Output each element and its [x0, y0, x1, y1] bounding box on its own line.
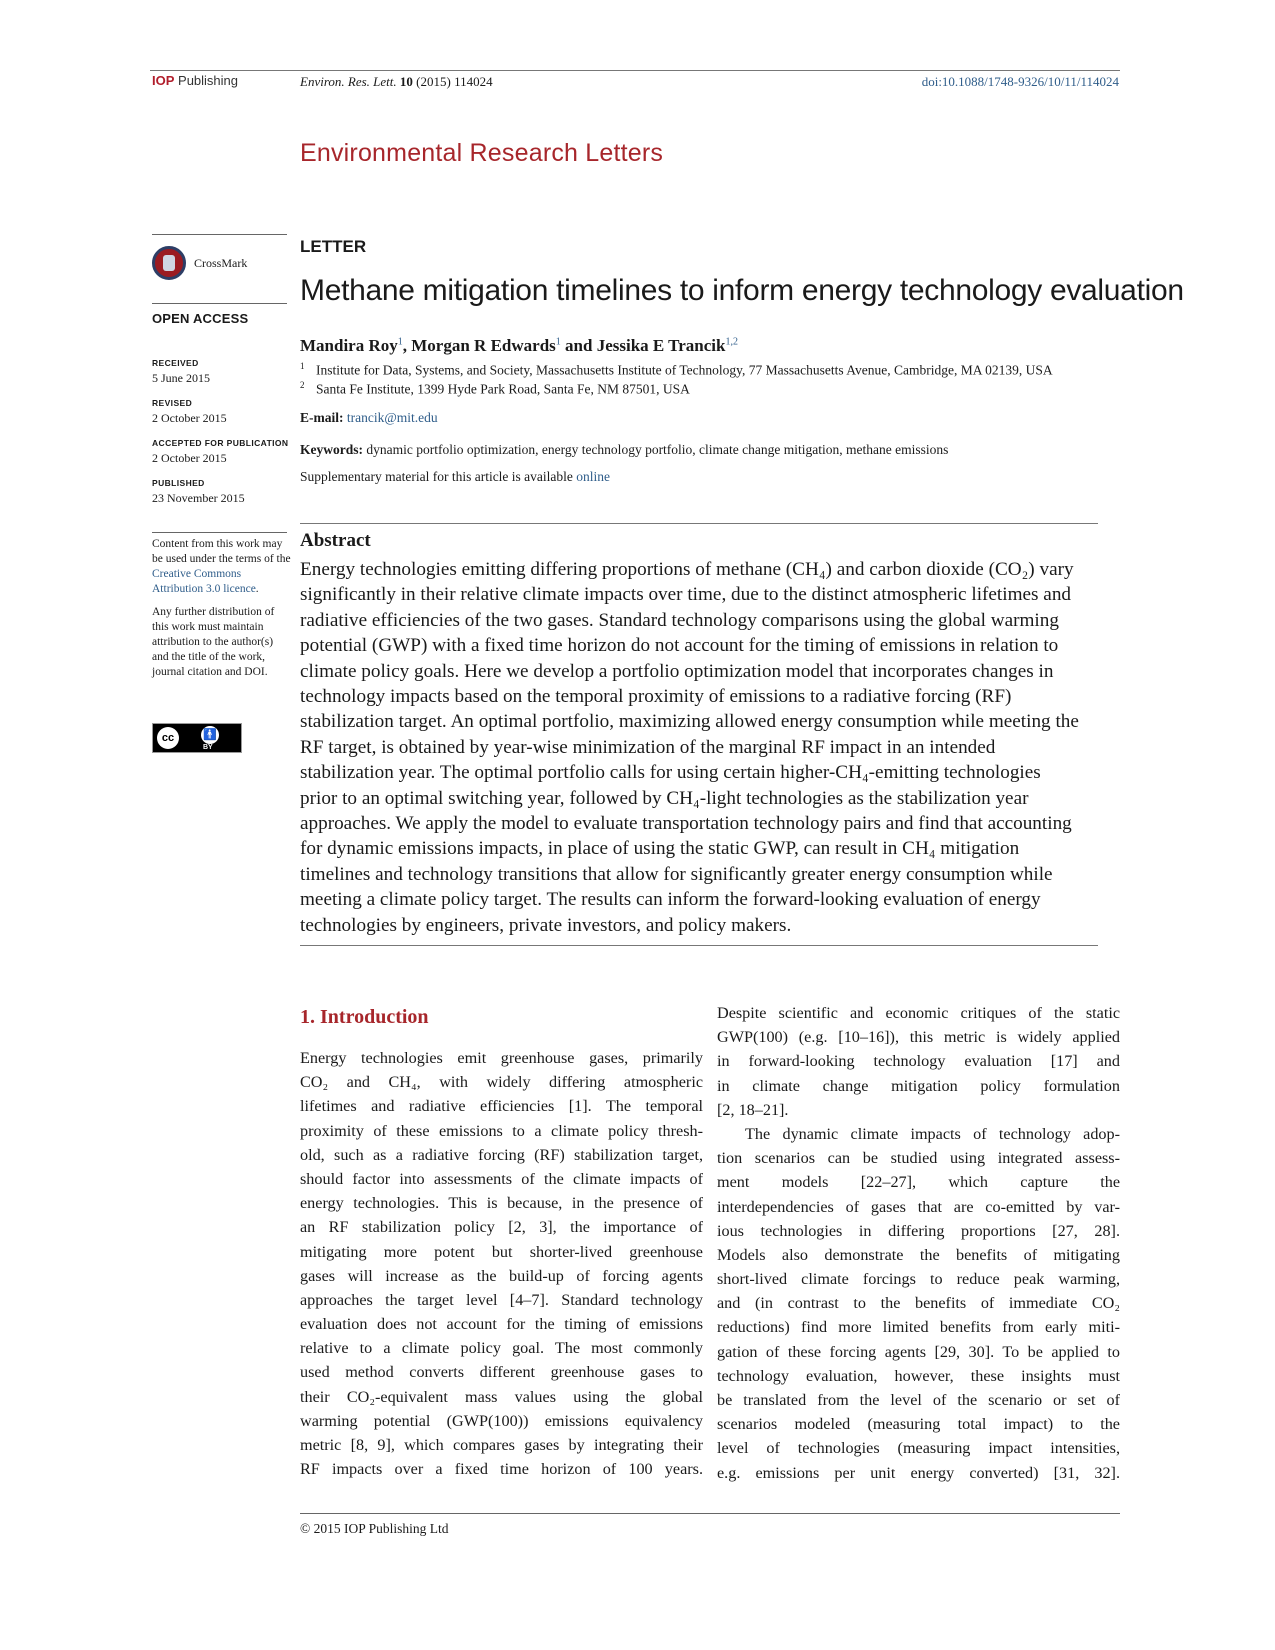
- article-type: LETTER: [300, 237, 367, 256]
- intro-line: level of technologies (measuring impact intensities,: [717, 1439, 1120, 1458]
- author-name: Jessika E Trancik: [596, 336, 726, 355]
- license-post: .: [255, 583, 259, 595]
- abstract-line: meeting a climate policy target. The results can inform the forward-looking evaluation of energy: [300, 889, 1041, 911]
- affiliation-1: [300, 361, 1053, 379]
- sidebar-rule-top: [152, 234, 287, 235]
- sidebar-rule-oa: [152, 303, 287, 304]
- affiliation-text: Santa Fe Institute, 1399 Hyde Park Road, Santa Fe, NM 87501, USA: [316, 381, 690, 397]
- abstract-line: stabilization year. The optimal portfolio calls for using certain higher-CH₄-emitting technologies: [300, 762, 1041, 784]
- sidebar-rule-license: [152, 532, 287, 533]
- affiliation-text: Institute for Data, Systems, and Society, Massachusetts Institute of Technology, 77 Massachusetts Avenue, Cambridge, MA 02139, USA: [316, 362, 1053, 378]
- email-link[interactable]: trancik@mit.edu: [346, 410, 438, 425]
- header-rule: [150, 70, 1120, 71]
- abstract-line: radiative efficiencies of the two gases. Standard technology comparisons using the global warming: [300, 609, 1059, 631]
- intro-line: relative to a climate policy goal. The most commonly: [300, 1339, 703, 1358]
- intro-line: old, such as a radiative forcing (RF) stabilization target,: [300, 1145, 703, 1164]
- journal-year-article: (2015) 114024: [416, 74, 493, 89]
- abstract-line: Energy technologies emitting differing proportions of methane (CH₄) and carbon dioxide (CO₂) vary: [300, 559, 1074, 580]
- accepted-label: ACCEPTED FOR PUBLICATION: [152, 438, 289, 448]
- intro-line: short-lived climate forcings to reduce peak warming,: [717, 1270, 1120, 1289]
- author-affiliation-ref[interactable]: 1,2: [725, 336, 738, 348]
- crossmark-label: CrossMark: [194, 256, 248, 270]
- intro-line: used method converts different greenhouse gases to: [300, 1363, 703, 1382]
- intro-line: Despite scientific and economic critiques of the static: [717, 1004, 1120, 1022]
- intro-line: CO₂ and CH₄, with widely differing atmospheric: [300, 1073, 703, 1092]
- intro-line: should factor into assessments of the climate impacts of: [300, 1169, 703, 1188]
- intro-line: lifetimes and radiative efficiencies [1]. The temporal: [300, 1097, 703, 1116]
- received-date: 5 June 2015: [152, 371, 210, 385]
- cc-icon: cc: [157, 727, 179, 749]
- abstract-line: technology impacts based on the temporal proximity of emissions to a radiative forcing (RF): [300, 686, 1012, 708]
- abstract-rule-top: [300, 523, 1098, 524]
- license-pre: Content from this work may be used under the terms of the: [152, 538, 291, 565]
- intro-right-column: [717, 1001, 1120, 1485]
- corresponding-email: [300, 410, 438, 426]
- abstract-line: approaches. We apply the model to evaluate transportation technology pairs and find that accounting: [300, 813, 1072, 835]
- intro-left-column: [300, 1046, 703, 1481]
- intro-line: RF impacts over a fixed time horizon of 100 years.: [300, 1460, 703, 1479]
- abstract-line: stabilization target. An optimal portfolio, maximizing allowed energy consumption while meeting the: [300, 711, 1079, 733]
- intro-line: tion scenarios can be studied using integrated assess-: [717, 1149, 1120, 1168]
- publisher-logo-rest: Publishing: [174, 73, 239, 88]
- revised-label: REVISED: [152, 398, 193, 408]
- intro-line: energy technologies. This is because, in the presence of: [300, 1194, 703, 1213]
- author-name: Morgan R Edwards: [411, 336, 556, 355]
- published-date: 23 November 2015: [152, 491, 245, 505]
- intro-line: interdependencies of gases that are co-emitted by var-: [717, 1197, 1120, 1216]
- affiliation-number: 1: [300, 361, 305, 371]
- intro-line: their CO₂-equivalent mass values using the global: [300, 1387, 703, 1406]
- affiliation-number: 2: [300, 380, 305, 390]
- intro-line: gation of these forcing agents [29, 30]. To be applied to: [717, 1342, 1120, 1361]
- abstract-heading: Abstract: [300, 530, 371, 551]
- abstract-line: for dynamic emissions impacts, in place of using the static GWP, can result in CH₄ mitigation: [300, 838, 1020, 860]
- intro-line: [2, 18–21].: [717, 1100, 789, 1119]
- supplementary-text: Supplementary material for this article is available: [300, 469, 577, 484]
- affiliation-2: [300, 380, 690, 398]
- published-label: PUBLISHED: [152, 478, 205, 488]
- copyright-footer: © 2015 IOP Publishing Ltd: [300, 1521, 449, 1536]
- introduction-heading: 1. Introduction: [300, 1006, 429, 1028]
- license-text: [152, 537, 292, 688]
- intro-line: reductions) find more limited benefits from early miti-: [717, 1318, 1120, 1337]
- intro-line: GWP(100) (e.g. [10–16]), this metric is widely applied: [717, 1028, 1120, 1047]
- by-label: BY: [203, 744, 213, 751]
- abstract-line: potential (GWP) with a fixed time horizon do not account for the timing of emissions in relation to: [300, 635, 1059, 657]
- intro-line: proximity of these emissions to a climate policy thresh-: [300, 1121, 703, 1140]
- journal-name: Environmental Research Letters: [300, 139, 664, 167]
- supplementary-link[interactable]: online: [576, 469, 611, 484]
- intro-line: e.g. emissions per unit energy converted) [31, 32].: [717, 1463, 1120, 1482]
- abstract-rule-bottom: [300, 945, 1098, 946]
- email-label: E-mail:: [300, 410, 344, 425]
- abstract-line: significantly in their relative climate impacts over time, due to the distinct atmospheric lifetimes and: [300, 584, 1072, 606]
- intro-line: mitigating more potent but shorter-lived greenhouse: [300, 1242, 703, 1261]
- journal-citation: [300, 74, 493, 90]
- attribution-icon: 🚹: [201, 726, 219, 744]
- open-access-label: OPEN ACCESS: [152, 311, 249, 326]
- journal-volume: 10: [399, 74, 413, 89]
- intro-line: and (in contrast to the benefits of immediate CO₂: [717, 1294, 1120, 1313]
- intro-line: ment models [22–27], which capture the: [717, 1173, 1120, 1192]
- abstract-line: RF target, is obtained by year-wise minimization of the marginal RF impact in an intended: [300, 736, 996, 758]
- author-name: Mandira Roy: [300, 336, 398, 355]
- abstract-line: technologies by engineers, private investors, and policy makers.: [300, 914, 792, 936]
- cc-by-badge[interactable]: [152, 723, 242, 753]
- keywords-label: Keywords:: [300, 442, 363, 457]
- intro-line: gases will increase as the build-up of forcing agents: [300, 1266, 703, 1285]
- intro-line: an RF stabilization policy [2, 3], the importance of: [300, 1218, 703, 1237]
- intro-line: Energy technologies emit greenhouse gases, primarily: [300, 1049, 703, 1067]
- abstract-body: [300, 557, 1120, 938]
- received-label: RECEIVED: [152, 358, 199, 368]
- intro-line: Models also demonstrate the benefits of mitigating: [717, 1245, 1120, 1264]
- author-list: Mandira Roy$^1$, Morgan R Edwards$^1$ and Jessika E Trancik$^{1,2}$: [300, 336, 738, 355]
- abstract-line: timelines and technology transitions that allow for significantly greater energy consumption while: [300, 863, 1053, 885]
- revised-date: 2 October 2015: [152, 411, 227, 425]
- publisher-logo[interactable]: [152, 73, 238, 88]
- abstract-line: climate policy goals. Here we develop a portfolio optimization model that incorporates changes in: [300, 660, 1054, 682]
- accepted-date: 2 October 2015: [152, 451, 227, 465]
- supplementary-note: [300, 469, 610, 485]
- intro-line: scenarios modeled (measuring total impact) to the: [717, 1415, 1120, 1434]
- license-link[interactable]: Creative Commons Attribution 3.0 licence: [152, 568, 256, 595]
- publisher-logo-bold: IOP: [152, 73, 175, 88]
- intro-line: in forward-looking technology evaluation [17] and: [717, 1052, 1120, 1071]
- author-affiliation-ref[interactable]: 1: [555, 336, 561, 348]
- intro-line: The dynamic climate impacts of technology adop-: [745, 1124, 1120, 1143]
- license-note: Any further distribution of this work must maintain attribution to the author(s) and the title of the work, journal citation and DOI.: [152, 606, 275, 678]
- intro-line: warming potential (GWP(100)) emissions equivalency: [300, 1411, 703, 1430]
- article-title: Methane mitigation timelines to inform energy technology evaluation: [300, 274, 1184, 307]
- intro-line: in climate change mitigation policy formulation: [717, 1076, 1120, 1095]
- keywords-text: dynamic portfolio optimization, energy technology portfolio, climate change mitigation, methane emissions: [366, 442, 949, 457]
- journal-abbrev: Environ. Res. Lett.: [300, 74, 397, 89]
- footer-rule: [300, 1513, 1120, 1514]
- intro-line: ious technologies in differing proportions [27, 28].: [717, 1221, 1120, 1240]
- intro-line: technology evaluation, however, these insights must: [717, 1366, 1120, 1385]
- keywords: [300, 442, 948, 458]
- intro-line: evaluation does not account for the timing of emissions: [300, 1315, 703, 1334]
- intro-line: be translated from the level of the scenario or set of: [717, 1391, 1120, 1409]
- abstract-line: prior to an optimal switching year, followed by CH₄-light technologies as the stabilization year: [300, 787, 1029, 809]
- doi-link[interactable]: doi:10.1088/1748-9326/10/11/114024: [921, 74, 1119, 89]
- author-affiliation-ref[interactable]: 1: [397, 336, 403, 348]
- crossmark-icon: [152, 246, 186, 280]
- intro-line: metric [8, 9], which compares gases by integrating their: [300, 1436, 703, 1454]
- intro-line: approaches the target level [4–7]. Standard technology: [300, 1290, 703, 1309]
